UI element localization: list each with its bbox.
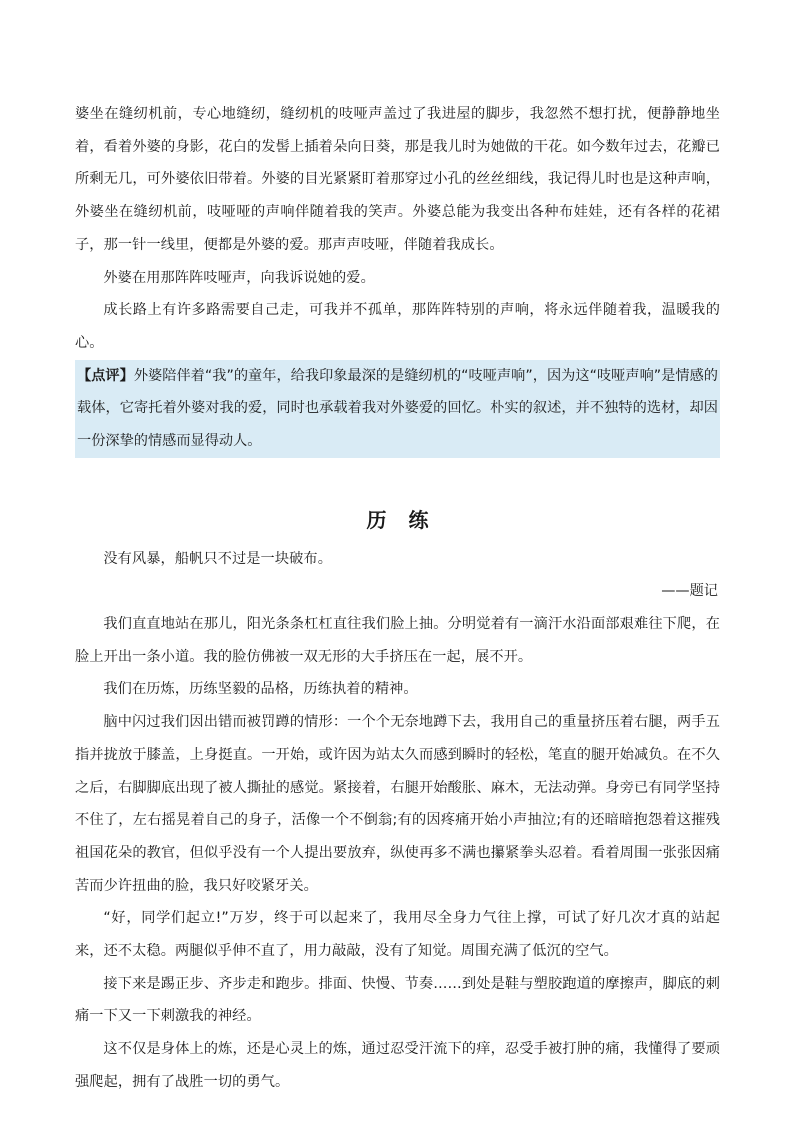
comment-box: [75, 360, 720, 458]
body-paragraph: 外婆在用那阵阵吱哑声，向我诉说她的爱。: [103, 269, 375, 286]
document-page: [75, 98, 720, 1099]
essay-paragraph: 这不仅是身体上的炼，还是心灵上的炼，通过忍受汗流下的痒，忍受手被打肿的痛，我懂得了要顽强爬起，拥有了战胜一切的勇气。: [75, 1041, 720, 1090]
body-paragraph: 成长路上有许多路需要自己走，可我并不孤单，那阵阵特别的声响，将永远伴随着我，温暖我的心。: [75, 302, 720, 351]
epigraph: 没有风暴，船帆只不过是一块破布。: [103, 550, 332, 567]
essay-paragraph: “好，同学们起立!”万岁，终于可以起来了，我用尽全身力气往上撑，可试了好几次才真的站起来，还不太稳。两腿似乎伸不直了，用力敲敲，没有了知觉。周围充满了低沉的空气。: [75, 910, 720, 960]
essay-paragraph: 我们直直地站在那儿，阳光条条杠杠直往我们脸上抽。分明觉着有一滴汗水沿面部艰难往下爬，在脸上开出一条小道。我的脸仿佛被一双无形的大手挤压在一起，展不开。: [75, 616, 720, 665]
essay-title: 历练: [366, 507, 451, 532]
essay-paragraph: 脑中闪过我们因出错而被罚蹲的情形：一个个无奈地蹲下去，我用自己的重量挤压着右腿，两手五指并拢放于膝盖，上身挺直。一开始，或许因为站太久而感到瞬时的轻松，笔直的腿开始减负。在不久之后，右脚脚底出现了被人撕扯的感觉。紧接着，右腿开始酸胀、麻木，无法动弹。身旁已有同学坚持不住了，左右摇晃着自己的身子，活像一个不倒翁;有的因疼痛开始小声抽泣;有的还暗暗抱怨着这摧残祖国花朵的教官，但似乎没有一个人提出要放弃，纵使再多不满也攥紧拳头忍着。看着周围一张张因痛苦而少许扭曲的脸，我只好咬紧牙关。: [75, 714, 720, 894]
continued-paragraph: 婆坐在缝纫机前，专心地缝纫，缝纫机的吱哑声盖过了我进屋的脚步，我忽然不想打扰，便静静地坐着，看着外婆的身影，花白的发髻上插着朵向日葵，那是我儿时为她做的干花。如今数年过去，花瓣已所剩无几，可外婆依旧带着。外婆的目光紧紧盯着那穿过小孔的丝丝细线，我记得儿时也是这种声响，外婆坐在缝纫机前，吱哑哑的声响伴随着我的笑声。外婆总能为我变出各种布娃娃，还有各样的花裙子，那一针一线里，便都是外婆的爱。那声声吱哑，伴随着我成长。: [75, 106, 720, 253]
essay-paragraph: 我们在历炼，历练坚毅的品格，历练执着的精神。: [103, 681, 418, 698]
comment-tag: 【点评】: [77, 367, 134, 384]
essay-paragraph: 接下来是踢正步、齐步走和跑步。排面、快慢、节奏……到处是鞋与塑胶跑道的摩擦声，脚底的刺痛一下又一下刺激我的神经。: [75, 975, 720, 1025]
comment-text: 外婆陪伴着“我”的童年，给我印象最深的是缝纫机的“吱哑声响”，因为这“吱哑声响”是情感的载体，它寄托着外婆对我的爱，同时也承载着我对外婆爱的回忆。朴实的叙述，并不独特的选材，却因一份深挚的情感而显得动人。: [77, 367, 718, 450]
epigraph-signature: ——题记: [661, 583, 718, 600]
